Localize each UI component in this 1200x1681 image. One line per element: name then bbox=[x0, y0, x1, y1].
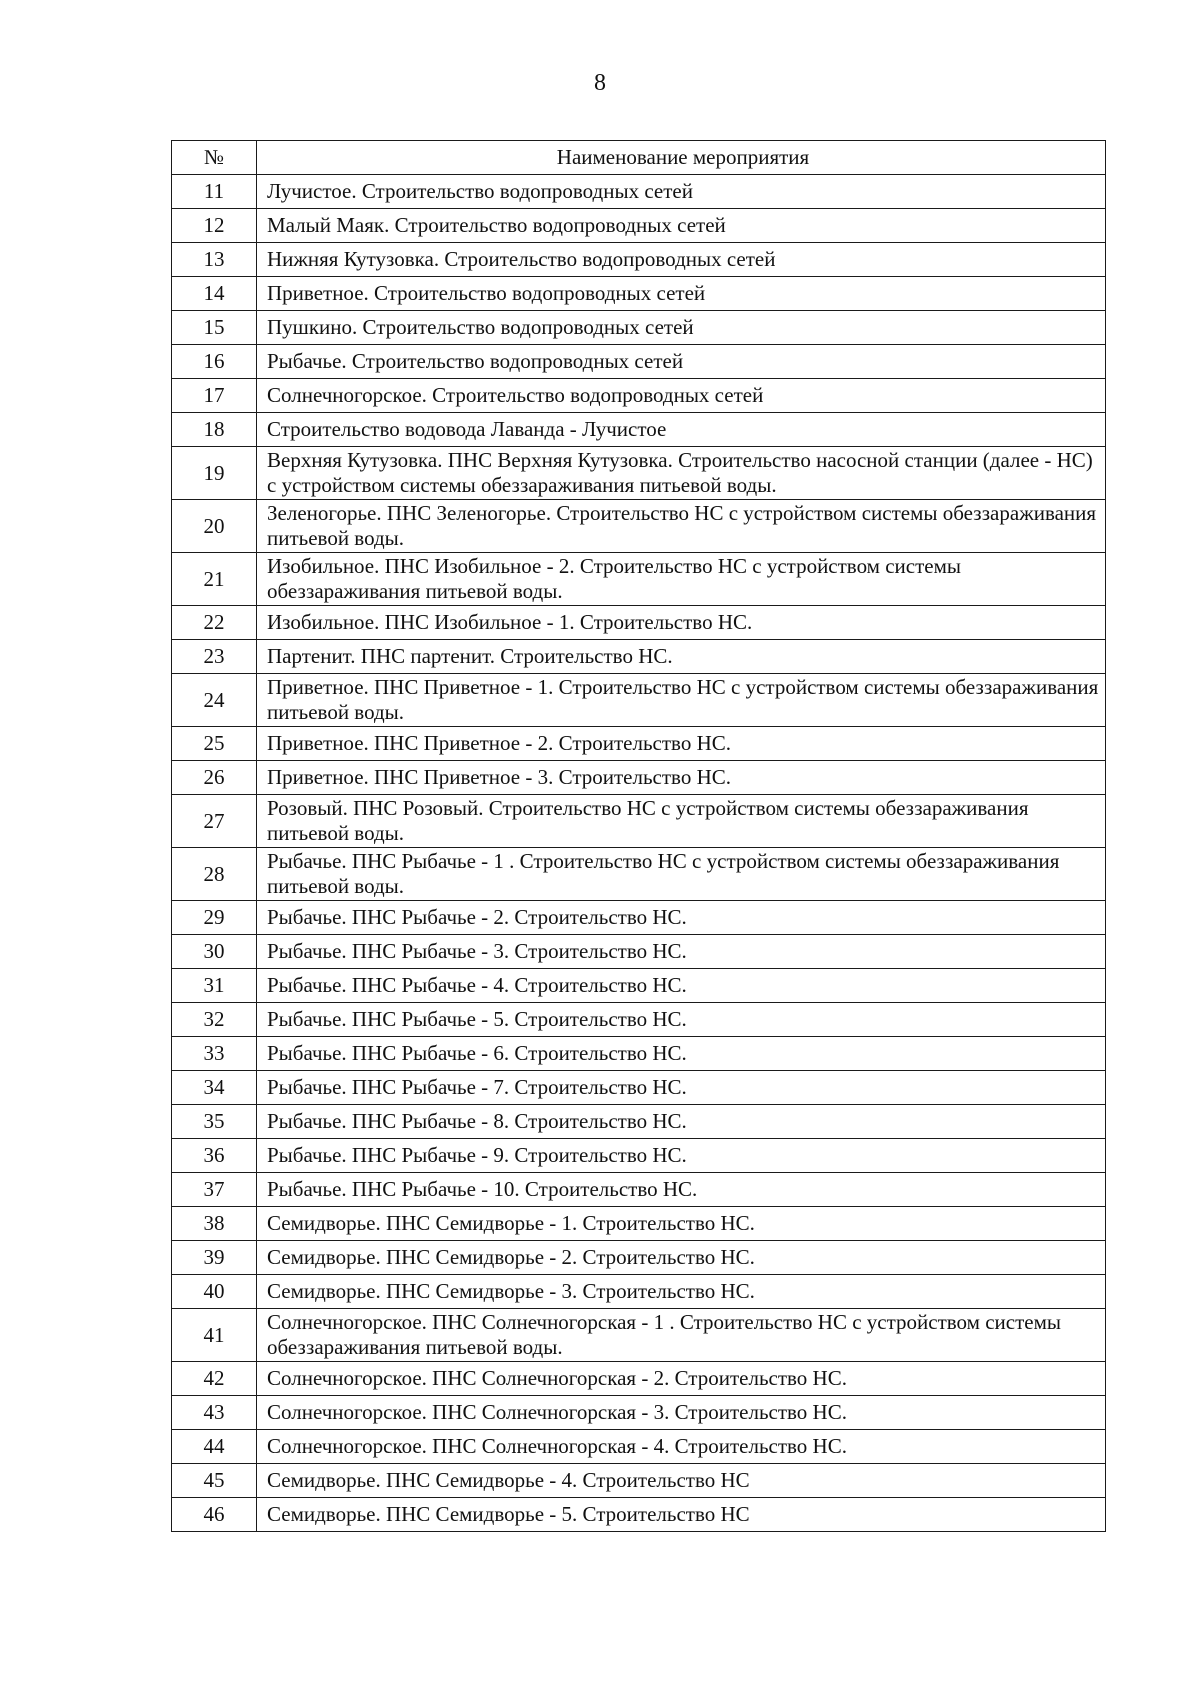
row-number: 15 bbox=[172, 311, 257, 345]
table-row bbox=[172, 500, 1106, 553]
table-row bbox=[172, 727, 1106, 761]
table-row bbox=[172, 1498, 1106, 1532]
table-row bbox=[172, 1396, 1106, 1430]
table-row bbox=[172, 553, 1106, 606]
row-number: 23 bbox=[172, 640, 257, 674]
row-activity-name: Солнечногорское. ПНС Солнечногорская - 2. Строительство НС. bbox=[257, 1362, 1106, 1396]
row-activity-name: Пушкино. Строительство водопроводных сетей bbox=[257, 311, 1106, 345]
row-number: 39 bbox=[172, 1241, 257, 1275]
row-activity-name: Солнечногорское. Строительство водопроводных сетей bbox=[257, 379, 1106, 413]
row-number: 14 bbox=[172, 277, 257, 311]
row-number: 43 bbox=[172, 1396, 257, 1430]
row-number: 31 bbox=[172, 969, 257, 1003]
row-number: 30 bbox=[172, 935, 257, 969]
table-row bbox=[172, 1071, 1106, 1105]
table-row bbox=[172, 795, 1106, 848]
table-header-row bbox=[172, 141, 1106, 175]
table-row bbox=[172, 311, 1106, 345]
row-activity-name: Малый Маяк. Строительство водопроводных сетей bbox=[257, 209, 1106, 243]
row-number: 41 bbox=[172, 1309, 257, 1362]
row-number: 32 bbox=[172, 1003, 257, 1037]
row-number: 37 bbox=[172, 1173, 257, 1207]
row-number: 42 bbox=[172, 1362, 257, 1396]
row-number: 11 bbox=[172, 175, 257, 209]
row-number: 22 bbox=[172, 606, 257, 640]
row-number: 20 bbox=[172, 500, 257, 553]
row-activity-name: Строительство водовода Лаванда - Лучистое bbox=[257, 413, 1106, 447]
row-activity-name: Приветное. ПНС Приветное - 2. Строительство НС. bbox=[257, 727, 1106, 761]
table-row bbox=[172, 1139, 1106, 1173]
table-row bbox=[172, 447, 1106, 500]
table-row bbox=[172, 606, 1106, 640]
table-row bbox=[172, 935, 1106, 969]
row-activity-name: Рыбачье. ПНС Рыбачье - 9. Строительство НС. bbox=[257, 1139, 1106, 1173]
table-row bbox=[172, 1037, 1106, 1071]
table-row bbox=[172, 243, 1106, 277]
table-row bbox=[172, 1275, 1106, 1309]
row-number: 36 bbox=[172, 1139, 257, 1173]
row-activity-name: Солнечногорское. ПНС Солнечногорская - 3. Строительство НС. bbox=[257, 1396, 1106, 1430]
table-row bbox=[172, 277, 1106, 311]
row-number: 17 bbox=[172, 379, 257, 413]
table-row bbox=[172, 674, 1106, 727]
activities-table bbox=[171, 140, 1106, 1532]
row-activity-name: Верхняя Кутузовка. ПНС Верхняя Кутузовка. Строительство насосной станции (далее - НС) с устройством системы обеззараживания питьевой воды. bbox=[257, 447, 1106, 500]
row-number: 18 bbox=[172, 413, 257, 447]
table-row bbox=[172, 379, 1106, 413]
row-activity-name: Рыбачье. ПНС Рыбачье - 10. Строительство НС. bbox=[257, 1173, 1106, 1207]
row-number: 19 bbox=[172, 447, 257, 500]
table-row bbox=[172, 413, 1106, 447]
row-activity-name: Зеленогорье. ПНС Зеленогорье. Строительство НС с устройством системы обеззараживания питьевой воды. bbox=[257, 500, 1106, 553]
row-activity-name: Приветное. Строительство водопроводных сетей bbox=[257, 277, 1106, 311]
row-activity-name: Рыбачье. ПНС Рыбачье - 5. Строительство НС. bbox=[257, 1003, 1106, 1037]
row-activity-name: Солнечногорское. ПНС Солнечногорская - 4. Строительство НС. bbox=[257, 1430, 1106, 1464]
table-row bbox=[172, 1207, 1106, 1241]
row-number: 38 bbox=[172, 1207, 257, 1241]
row-activity-name: Рыбачье. ПНС Рыбачье - 4. Строительство НС. bbox=[257, 969, 1106, 1003]
row-activity-name: Рыбачье. ПНС Рыбачье - 1 . Строительство НС с устройством системы обеззараживания питьевой воды. bbox=[257, 848, 1106, 901]
row-number: 29 bbox=[172, 901, 257, 935]
row-activity-name: Рыбачье. ПНС Рыбачье - 3. Строительство НС. bbox=[257, 935, 1106, 969]
row-activity-name: Приветное. ПНС Приветное - 3. Строительство НС. bbox=[257, 761, 1106, 795]
table-row bbox=[172, 761, 1106, 795]
row-activity-name: Семидворье. ПНС Семидворье - 5. Строительство НС bbox=[257, 1498, 1106, 1532]
row-activity-name: Изобильное. ПНС Изобильное - 1. Строительство НС. bbox=[257, 606, 1106, 640]
table-row bbox=[172, 1362, 1106, 1396]
row-activity-name: Рыбачье. ПНС Рыбачье - 6. Строительство НС. bbox=[257, 1037, 1106, 1071]
row-activity-name: Семидворье. ПНС Семидворье - 4. Строительство НС bbox=[257, 1464, 1106, 1498]
table-row bbox=[172, 175, 1106, 209]
row-activity-name: Рыбачье. Строительство водопроводных сетей bbox=[257, 345, 1106, 379]
row-activity-name: Семидворье. ПНС Семидворье - 2. Строительство НС. bbox=[257, 1241, 1106, 1275]
row-activity-name: Изобильное. ПНС Изобильное - 2. Строительство НС с устройством системы обеззараживания питьевой воды. bbox=[257, 553, 1106, 606]
table-row bbox=[172, 209, 1106, 243]
row-number: 33 bbox=[172, 1037, 257, 1071]
row-activity-name: Рыбачье. ПНС Рыбачье - 8. Строительство НС. bbox=[257, 1105, 1106, 1139]
row-number: 13 bbox=[172, 243, 257, 277]
table-row bbox=[172, 901, 1106, 935]
row-number: 35 bbox=[172, 1105, 257, 1139]
table-row bbox=[172, 1430, 1106, 1464]
row-activity-name: Партенит. ПНС партенит. Строительство НС. bbox=[257, 640, 1106, 674]
row-number: 45 bbox=[172, 1464, 257, 1498]
row-number: 40 bbox=[172, 1275, 257, 1309]
table-row bbox=[172, 1464, 1106, 1498]
row-number: 16 bbox=[172, 345, 257, 379]
row-activity-name: Рыбачье. ПНС Рыбачье - 7. Строительство НС. bbox=[257, 1071, 1106, 1105]
row-number: 24 bbox=[172, 674, 257, 727]
row-activity-name: Рыбачье. ПНС Рыбачье - 2. Строительство НС. bbox=[257, 901, 1106, 935]
row-activity-name: Приветное. ПНС Приветное - 1. Строительство НС с устройством системы обеззараживания питьевой воды. bbox=[257, 674, 1106, 727]
row-activity-name: Нижняя Кутузовка. Строительство водопроводных сетей bbox=[257, 243, 1106, 277]
row-number: 27 bbox=[172, 795, 257, 848]
table-row bbox=[172, 1173, 1106, 1207]
row-number: 25 bbox=[172, 727, 257, 761]
page-number: 8 bbox=[594, 70, 606, 96]
row-number: 28 bbox=[172, 848, 257, 901]
table-row bbox=[172, 1309, 1106, 1362]
row-number: 12 bbox=[172, 209, 257, 243]
table-row bbox=[172, 640, 1106, 674]
table-row bbox=[172, 848, 1106, 901]
row-activity-name: Розовый. ПНС Розовый. Строительство НС с устройством системы обеззараживания питьевой воды. bbox=[257, 795, 1106, 848]
row-number: 44 bbox=[172, 1430, 257, 1464]
row-activity-name: Солнечногорское. ПНС Солнечногорская - 1 . Строительство НС с устройством системы обеззараживания питьевой воды. bbox=[257, 1309, 1106, 1362]
table-row bbox=[172, 1105, 1106, 1139]
row-activity-name: Семидворье. ПНС Семидворье - 1. Строительство НС. bbox=[257, 1207, 1106, 1241]
table-row bbox=[172, 1241, 1106, 1275]
row-number: 26 bbox=[172, 761, 257, 795]
row-number: 34 bbox=[172, 1071, 257, 1105]
table-row bbox=[172, 345, 1106, 379]
header-number: № bbox=[172, 141, 257, 175]
row-activity-name: Лучистое. Строительство водопроводных сетей bbox=[257, 175, 1106, 209]
header-name: Наименование мероприятия bbox=[257, 141, 1106, 175]
table-row bbox=[172, 1003, 1106, 1037]
table-body bbox=[172, 175, 1106, 1532]
row-number: 21 bbox=[172, 553, 257, 606]
row-activity-name: Семидворье. ПНС Семидворье - 3. Строительство НС. bbox=[257, 1275, 1106, 1309]
table-row bbox=[172, 969, 1106, 1003]
row-number: 46 bbox=[172, 1498, 257, 1532]
